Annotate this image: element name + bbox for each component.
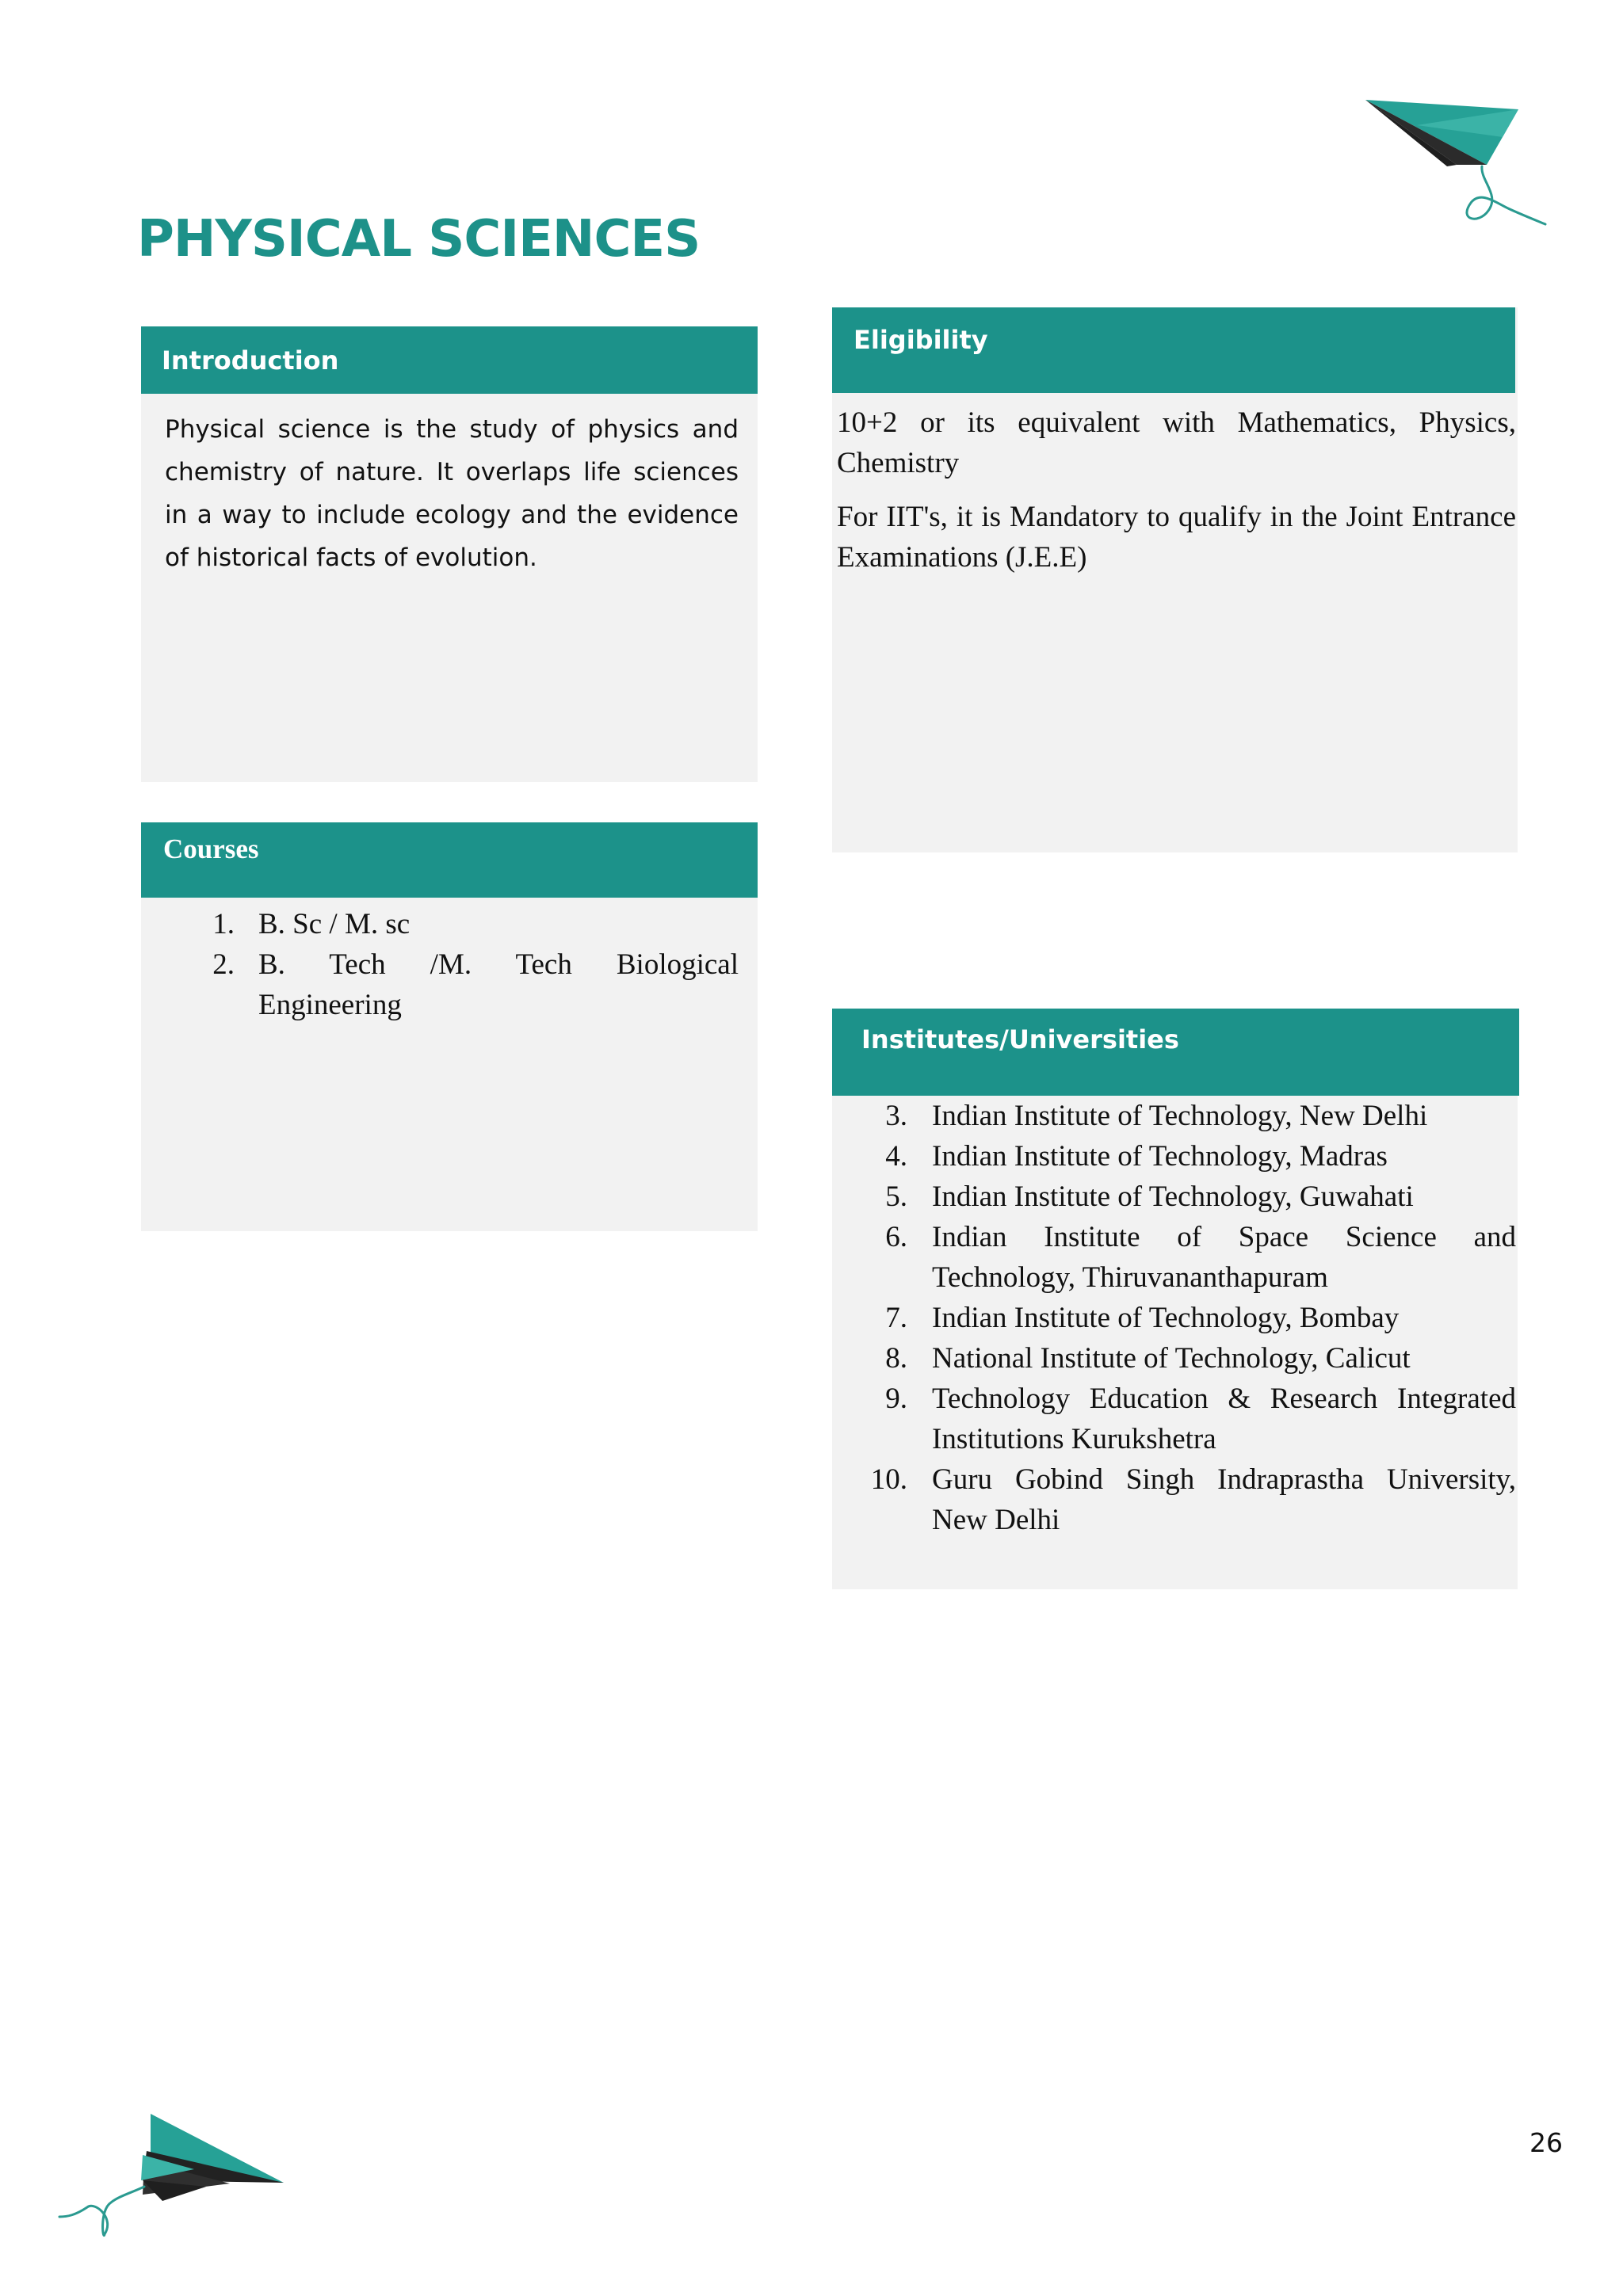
list-item <box>832 1379 1516 1459</box>
courses-header <box>141 822 758 898</box>
list-item <box>141 944 739 1025</box>
list-number: 3. <box>885 1100 907 1132</box>
institutes-list <box>832 1096 1516 1540</box>
institute-name: National Institute of Technology, Calicut <box>932 1342 1411 1375</box>
institute-name: Indian Institute of Space Science and Technology, Thiruvananthapuram <box>932 1221 1516 1294</box>
list-number: 9. <box>885 1383 907 1415</box>
list-number: 10. <box>870 1463 907 1496</box>
eligibility-body <box>832 393 1518 578</box>
courses-list <box>141 904 739 1025</box>
list-item <box>141 904 739 944</box>
courses-card <box>141 822 758 1231</box>
list-number: 2. <box>212 948 235 981</box>
list-number: 4. <box>885 1140 907 1173</box>
list-item <box>832 1136 1516 1177</box>
list-number: 7. <box>885 1302 907 1334</box>
courses-heading: Courses <box>163 833 259 864</box>
list-number: 8. <box>885 1342 907 1375</box>
list-item <box>832 1338 1516 1379</box>
list-number: 6. <box>885 1221 907 1253</box>
list-number: 5. <box>885 1180 907 1213</box>
eligibility-header <box>832 307 1515 393</box>
institutes-heading: Institutes/Universities <box>861 1024 1179 1055</box>
list-number: 1. <box>212 908 235 940</box>
eligibility-paragraph: 10+2 or its equivalent with Mathematics, Physics, Chemistry <box>837 406 1516 479</box>
courses-body <box>141 898 758 1025</box>
list-item <box>832 1298 1516 1338</box>
introduction-header <box>141 326 758 394</box>
introduction-text: Physical science is the study of physics and chemistry of nature. It overlaps life sciences in a way to include ecology and the evidence of historical facts of evolution. <box>165 415 739 572</box>
paper-plane-icon <box>1361 93 1552 236</box>
institute-name: Guru Gobind Singh Indraprastha University, New Delhi <box>932 1463 1516 1536</box>
introduction-body <box>141 394 758 579</box>
page-number: 26 <box>1529 2127 1563 2158</box>
institutes-card <box>832 1009 1518 1589</box>
institute-name: Indian Institute of Technology, Madras <box>932 1140 1388 1173</box>
introduction-heading: Introduction <box>162 345 339 376</box>
course-name: B. Sc / M. sc <box>258 908 411 940</box>
eligibility-paragraph: For IIT's, it is Mandatory to qualify in the Joint Entrance Examinations (J.E.E) <box>837 501 1516 574</box>
paper-plane-icon <box>55 2107 293 2250</box>
eligibility-card <box>832 307 1518 852</box>
list-item <box>832 1177 1516 1217</box>
list-item <box>832 1096 1516 1136</box>
introduction-card <box>141 326 758 782</box>
institute-name: Technology Education & Research Integrated Institutions Kurukshetra <box>932 1383 1516 1455</box>
list-item <box>832 1217 1516 1298</box>
course-name: B. Tech /M. Tech Biological Engineering <box>258 948 739 1021</box>
page-title: PHYSICAL SCIENCES <box>137 210 701 269</box>
institute-name: Indian Institute of Technology, New Delhi <box>932 1100 1428 1132</box>
institute-name: Indian Institute of Technology, Bombay <box>932 1302 1400 1334</box>
eligibility-heading: Eligibility <box>854 325 988 355</box>
institute-name: Indian Institute of Technology, Guwahati <box>932 1180 1414 1213</box>
institutes-header <box>832 1009 1519 1096</box>
institutes-body <box>832 1096 1518 1540</box>
list-item <box>832 1459 1516 1540</box>
